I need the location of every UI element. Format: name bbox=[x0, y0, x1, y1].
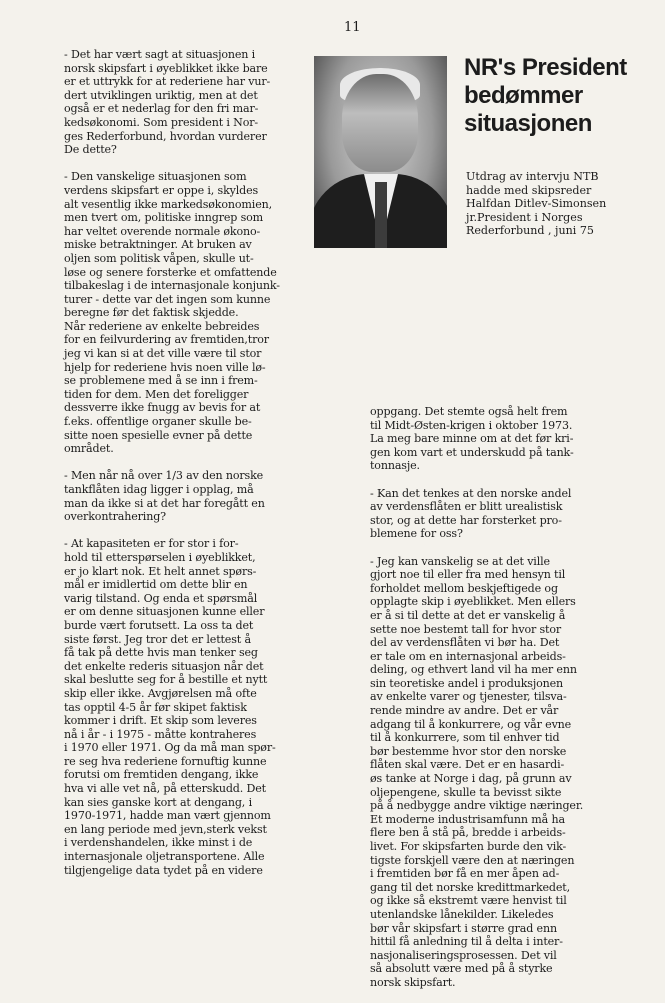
portrait-photo bbox=[314, 56, 447, 248]
text-line: tankflåten idag ligger i opplag, må bbox=[64, 483, 254, 496]
text-line: bør vår skipsfart i større grad enn bbox=[370, 921, 557, 935]
text-line: internasjonale oljetransportene. Alle bbox=[64, 850, 265, 864]
text-line: hva vi alle vet nå, på etterskudd. Det bbox=[64, 782, 266, 796]
text-line: adgang til å konkurrere, og vår evne bbox=[370, 717, 572, 731]
text-line: forutsi om fremtiden dengang, ikke bbox=[64, 768, 259, 782]
text-line: dessverre ikke fnugg av bevis for at bbox=[64, 401, 261, 415]
text-line: hold til etterspørselen i øyeblikket, bbox=[64, 550, 256, 564]
intro-line: Halfdan Ditlev-Simonsen bbox=[466, 197, 607, 211]
intro-line: Rederforbund , juni 75 bbox=[466, 224, 594, 238]
text-line: utenlandske lånekilder. Likeledes bbox=[370, 907, 554, 921]
text-line: løse og senere forsterke et omfattende bbox=[64, 265, 277, 279]
article-intro bbox=[466, 170, 641, 238]
text-line: - Jeg kan vanskelig se at det ville bbox=[370, 554, 550, 568]
text-line: gang til det norske kredittmarkedet, bbox=[370, 880, 570, 894]
headline-line: NR's President bbox=[464, 54, 627, 81]
text-line: skip eller ikke. Avgjørelsen må ofte bbox=[64, 686, 257, 700]
text-line: er å si til dette at det er vanskelig å bbox=[370, 608, 566, 622]
text-line: man da ikke si at det har foregått en bbox=[64, 496, 265, 510]
text-line: oljen som politisk våpen, skulle ut- bbox=[64, 251, 254, 265]
text-line: tigste forskjell være den at næringen bbox=[370, 853, 575, 867]
text-line: sin teoretiske andel i produksjonen bbox=[370, 676, 564, 690]
left-text-column bbox=[64, 48, 326, 891]
text-line: også er et nederlag for den fri mar- bbox=[64, 102, 259, 116]
article-headline bbox=[464, 54, 644, 138]
text-line: jeg vi kan si at det ville være til stor bbox=[64, 347, 262, 361]
text-line: turer - dette var det ingen som kunne bbox=[64, 292, 271, 306]
text-line: alt vesentlig ikke markedsøkonomien, bbox=[64, 197, 272, 211]
text-line: - Det har vært sagt at situasjonen i bbox=[64, 48, 256, 61]
text-line: og ikke så ekstremt være henvist til bbox=[370, 894, 567, 908]
text-line: området. bbox=[64, 442, 114, 456]
text-line: mål er imidlertid om dette blir en bbox=[64, 578, 248, 592]
article-paragraph bbox=[370, 405, 632, 473]
text-line: nå i år - i 1975 - måtte kontraheres bbox=[64, 727, 257, 741]
text-line: hjelp for rederiene hvis noen ville lø- bbox=[64, 360, 266, 374]
text-line: - At kapasiteten er for stor i for- bbox=[64, 537, 239, 551]
text-line: av verdensflåten er blitt urealistisk bbox=[370, 500, 563, 514]
text-line: skal beslutte seg for å bestille et nytt bbox=[64, 673, 268, 687]
text-line: oppgang. Det stemte også helt frem bbox=[370, 405, 568, 418]
text-line: opplagte skip i øyeblikket. Men ellers bbox=[370, 595, 576, 609]
text-line: tonnasje. bbox=[370, 459, 420, 473]
text-line: en lang periode med jevn,sterk vekst bbox=[64, 822, 267, 836]
text-line: så absolutt være med på å styrke bbox=[370, 962, 553, 976]
text-line: til å konkurrere, som til enhver tid bbox=[370, 731, 560, 745]
text-line: flåten skal være. Det er en hasardi- bbox=[370, 758, 565, 772]
article-paragraph bbox=[64, 537, 326, 877]
article-paragraph bbox=[64, 48, 326, 157]
text-line: kedsøkonomi. Som president i Nor- bbox=[64, 115, 259, 129]
text-line: er jo klart nok. Et helt annet spørs- bbox=[64, 564, 257, 578]
text-line: i fremtiden bør få en mer åpen ad- bbox=[370, 867, 560, 881]
text-line: La meg bare minne om at det før kri- bbox=[370, 432, 574, 446]
text-line: norsk skipsfart. bbox=[370, 975, 456, 989]
text-line: re seg hva rederiene fornuftig kunne bbox=[64, 754, 267, 768]
text-line: flere ben å stå på, bredde i arbeids- bbox=[370, 826, 566, 840]
text-line: er om denne situasjonen kunne eller bbox=[64, 605, 265, 619]
text-line: gen kom vart et underskudd på tank- bbox=[370, 445, 574, 459]
text-line: det enkelte rederis situasjon når det bbox=[64, 659, 264, 673]
text-line: Når rederiene av enkelte bebreides bbox=[64, 319, 260, 333]
text-line: deling, og ethvert land vil ha mer enn bbox=[370, 663, 577, 677]
text-line: hittil få anledning til å delta i inter- bbox=[370, 935, 563, 949]
text-line: sitte noen spesielle evner på dette bbox=[64, 428, 253, 442]
article-paragraph bbox=[370, 487, 632, 541]
text-line: siste først. Jeg tror det er lettest å bbox=[64, 632, 251, 646]
text-line: kan sies ganske kort at dengang, i bbox=[64, 795, 252, 809]
text-line: burde vært forutsett. La oss ta det bbox=[64, 618, 254, 632]
text-line: tilgjengelige data tydet på en videre bbox=[64, 863, 263, 877]
text-line: på å nedbygge andre viktige næringer. bbox=[370, 799, 584, 813]
text-line: De dette? bbox=[64, 143, 117, 157]
text-line: kommer i drift. Et skip som leveres bbox=[64, 714, 257, 728]
intro-line: Utdrag av intervju NTB bbox=[466, 170, 599, 183]
text-line: nasjonaliseringsprosessen. Det vil bbox=[370, 948, 557, 962]
text-line: miske betraktninger. At bruken av bbox=[64, 238, 252, 252]
text-line: tilbakeslag i de internasjonale konjunk- bbox=[64, 279, 280, 293]
text-line: i verdenshandelen, ikke minst i de bbox=[64, 836, 253, 850]
text-line: er tale om en internasjonal arbeids- bbox=[370, 649, 566, 663]
text-line: verdens skipsfart er oppe i, skyldes bbox=[64, 183, 259, 197]
text-line: del av verdensflåten vi bør ha. Det bbox=[370, 636, 560, 650]
text-line: øs tanke at Norge i dag, på grunn av bbox=[370, 772, 572, 786]
text-line: ges Rederforbund, hvordan vurderer bbox=[64, 129, 267, 143]
text-line: - Den vanskelige situasjonen som bbox=[64, 170, 247, 184]
text-line: dert utviklingen uriktig, men at det bbox=[64, 88, 258, 102]
text-line: tas opptil 4-5 år før skipet faktisk bbox=[64, 700, 247, 714]
text-line: beregne før det faktisk skjedde. bbox=[64, 306, 239, 320]
text-line: oljepengene, skulle ta bevisst sikte bbox=[370, 785, 562, 799]
text-line: varig tilstand. Og enda et spørsmål bbox=[64, 591, 258, 605]
text-line: Et moderne industrisamfunn må ha bbox=[370, 812, 565, 826]
text-line: se problemene med å se inn i frem- bbox=[64, 374, 258, 388]
text-line: blemene for oss? bbox=[370, 527, 463, 541]
page-number: 11 bbox=[344, 20, 361, 35]
text-line: bør bestemme hvor stor den norske bbox=[370, 744, 567, 758]
text-line: livet. For skipsfarten burde den vik- bbox=[370, 840, 567, 853]
text-line: forholdet mellom beskjeftigede og bbox=[370, 581, 558, 595]
text-line: - Kan det tenkes at den norske andel bbox=[370, 486, 572, 500]
text-line: gjort noe til eller fra med hensyn til bbox=[370, 568, 566, 582]
text-line: tiden for dem. Men det foreligger bbox=[64, 387, 249, 401]
text-line: stor, og at dette har forsterket pro- bbox=[370, 513, 562, 527]
text-line: f.eks. offentlige organer skulle be- bbox=[64, 415, 252, 429]
text-line: av enkelte varer og tjenester, tilsva- bbox=[370, 690, 567, 704]
right-text-column bbox=[370, 405, 632, 1003]
text-line: til Midt-Østen-krigen i oktober 1973. bbox=[370, 418, 573, 432]
headline-line: bedømmer bbox=[464, 82, 583, 109]
text-line: sette noe bestemt tall for hvor stor bbox=[370, 622, 562, 636]
intro-line: hadde med skipsreder bbox=[466, 183, 592, 197]
article-paragraph bbox=[64, 170, 326, 455]
text-line: i 1970 eller 1971. Og da må man spør- bbox=[64, 741, 276, 755]
article-paragraph bbox=[370, 555, 632, 990]
text-line: - Men når nå over 1/3 av den norske bbox=[64, 469, 264, 483]
text-line: men tvert om, politiske inngrep som bbox=[64, 211, 264, 225]
text-line: 1970-1971, hadde man vært gjennom bbox=[64, 809, 271, 823]
text-line: for en feilvurdering av fremtiden,tror bbox=[64, 333, 269, 347]
intro-line: jr.President i Norges bbox=[466, 210, 583, 224]
headline-line: situasjonen bbox=[464, 110, 592, 137]
article-paragraph bbox=[64, 469, 326, 523]
text-line: overkontrahering? bbox=[64, 510, 166, 524]
text-line: få tak på dette hvis man tenker seg bbox=[64, 646, 258, 660]
text-line: er et uttrykk for at rederiene har vur- bbox=[64, 75, 271, 89]
text-line: norsk skipsfart i øyeblikket ikke bare bbox=[64, 61, 268, 75]
text-line: har veltet overende normale økono- bbox=[64, 224, 261, 238]
text-line: rende mindre av andre. Det er vår bbox=[370, 704, 559, 718]
